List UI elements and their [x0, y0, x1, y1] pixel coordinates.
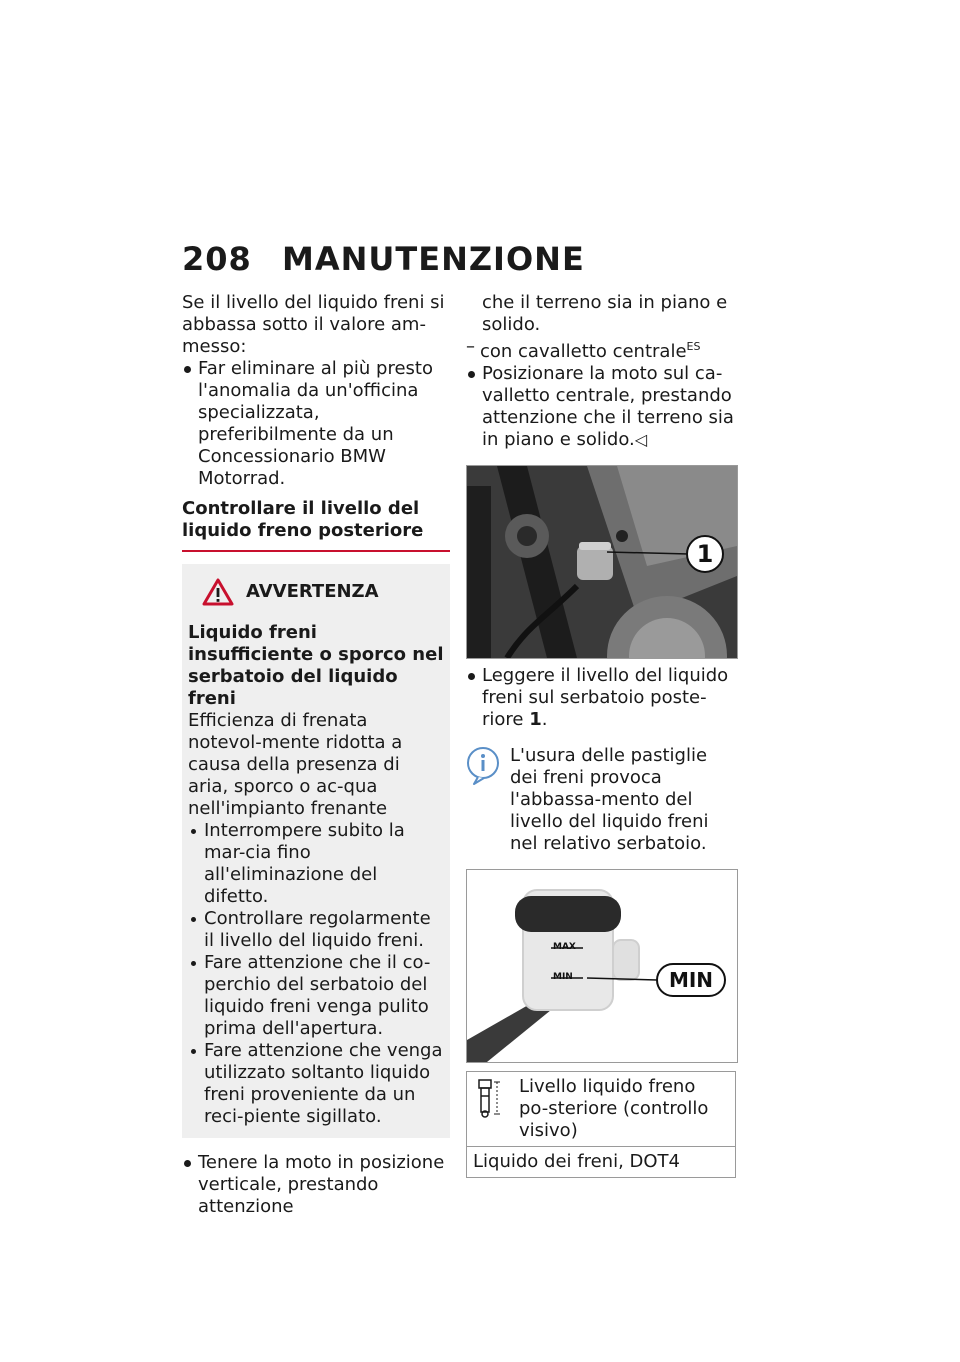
bullet-item: [466, 363, 738, 451]
warning-bullet: Fare attenzione che venga utilizzato soltanto liquido freni proveniente da un reci-piente sigillato.: [188, 1040, 444, 1128]
info-icon: [466, 745, 500, 785]
spec-value: Liquido dei freni, DOT4: [473, 1151, 680, 1172]
spec-table: [466, 1071, 736, 1178]
dash-item: [466, 336, 738, 363]
callout-label: 1: [696, 540, 714, 568]
info-note: [466, 745, 738, 855]
end-marker: ◁: [634, 430, 648, 449]
warning-bullet: Fare attenzione che il co-perchio del serbatoio del liquido freni venga pulito prima dell'apertura.: [188, 952, 444, 1040]
intro-paragraph: Se il livello del liquido freni si abbassa sotto il valore am-messo:: [182, 292, 445, 357]
page-title: MANUTENZIONE: [282, 240, 585, 278]
brake-reservoir-photo: [466, 465, 738, 659]
min-mark-label: MIN: [553, 972, 573, 982]
reservoir-level-drawing: [467, 870, 737, 1062]
bullet-text: Posizionare la moto sul ca-valletto centrale, prestando attenzione che il terreno sia in piano e solido.: [482, 363, 734, 450]
continuation-text: che il terreno sia in piano e solido.: [482, 292, 728, 335]
warning-title: AVVERTENZA: [246, 581, 379, 602]
warning-text: Efficienza di frenata notevol-mente ridotta a causa della presenza di aria, sporco o ac-qua nell'impianto frenante: [188, 710, 403, 819]
warning-subtitle: Liquido freni insufficiente o sporco nel serbatoio del liquido freni: [188, 622, 444, 709]
page-number: 208: [182, 240, 252, 278]
info-text: L'usura delle pastiglie dei freni provoca l'abbassa-mento del livello del liquido freni nel relativo serbatoio.: [510, 745, 709, 854]
bullet-item: [466, 665, 738, 731]
warning-icon: [202, 578, 234, 606]
bullet-item: Tenere la moto in posizione verticale, prestando attenzione: [182, 1152, 450, 1218]
min-callout-label: MIN: [668, 968, 714, 992]
warning-header: [202, 578, 444, 606]
level-gauge-icon: [473, 1076, 503, 1120]
bullet-reference: 1: [529, 709, 542, 730]
spec-icon-cell: [467, 1072, 514, 1147]
spec-value-row: [467, 1147, 736, 1178]
left-column: [182, 292, 450, 1218]
dash-item-text: con cavalletto centrale: [480, 341, 687, 362]
bullet-end: .: [541, 709, 548, 730]
reservoir-level-illustration: [466, 869, 738, 1063]
spec-label: Livello liquido freno po-steriore (controllo visivo): [513, 1072, 736, 1147]
bullet-text: Leggere il livello del liquido freni sul serbatoio poste-riore: [482, 665, 729, 730]
dash-item-superscript: ES: [686, 340, 701, 353]
right-column: [466, 292, 738, 1178]
warning-box: [182, 564, 450, 1138]
warning-bullet: Controllare regolarmente il livello del liquido freni.: [188, 908, 444, 952]
bullet-item: Far eliminare al più presto l'anomalia da un'officina specializzata, preferibilmente da un Concessionario BMW Motorrad.: [182, 358, 450, 490]
max-mark-label: MAX: [553, 942, 576, 952]
section-heading: Controllare il livello del liquido freno posteriore: [182, 498, 450, 552]
warning-bullet: Interrompere subito la mar-cia fino all'eliminazione del difetto.: [188, 820, 444, 908]
spec-label-row: [467, 1072, 736, 1147]
